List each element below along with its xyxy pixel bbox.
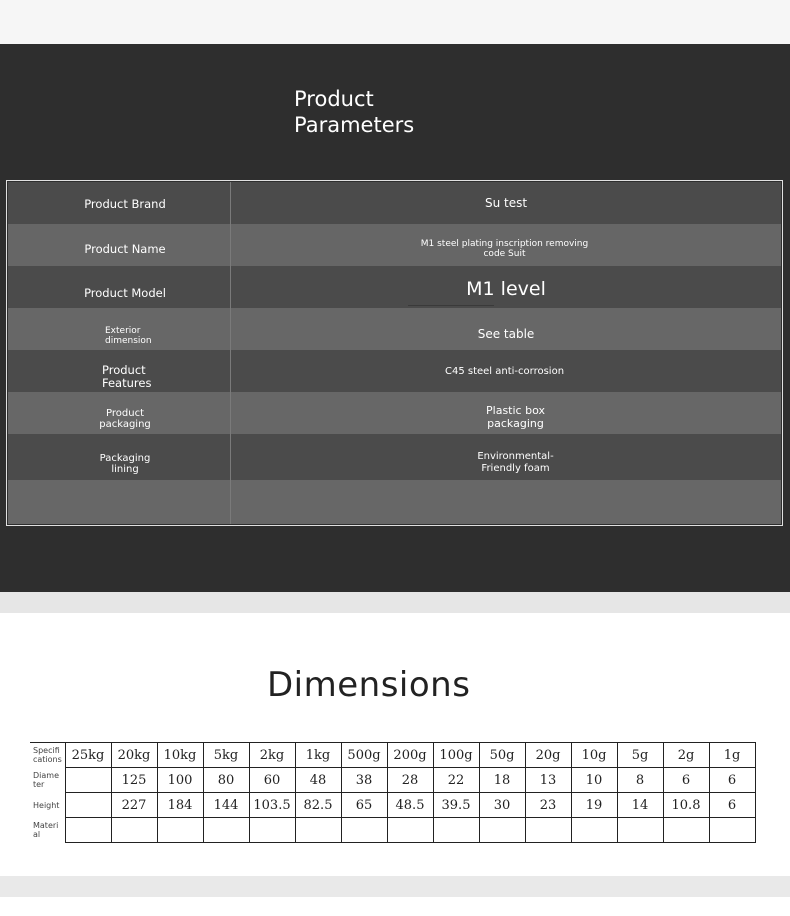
table-cell: 38 <box>341 768 387 793</box>
table-cell: 100 <box>157 768 203 793</box>
param-row-model <box>8 266 781 308</box>
table-cell: 6 <box>709 768 755 793</box>
table-cell: 200g <box>387 743 433 768</box>
param-label: Packaging <box>99 453 151 464</box>
table-cell <box>525 818 571 843</box>
table-cell: 8 <box>617 768 663 793</box>
dimensions-section <box>0 613 790 876</box>
table-cell <box>617 818 663 843</box>
table-cell: 2kg <box>249 743 295 768</box>
row-header-diameter: Diame ter <box>30 768 65 793</box>
bottom-divider <box>0 876 790 897</box>
table-cell: 5kg <box>203 743 249 768</box>
top-strip <box>0 0 790 44</box>
table-cell: 10.8 <box>663 793 709 818</box>
param-row-packaging: Product packaging Plastic box packaging <box>8 392 781 434</box>
param-value: See table <box>477 327 535 341</box>
param-value: M1 level <box>466 278 546 300</box>
table-cell: 23 <box>525 793 571 818</box>
table-cell: 10 <box>571 768 617 793</box>
param-row-lining: Packaging lining Environmental- Friendly foam <box>8 434 781 480</box>
param-value: Plastic box <box>486 404 545 417</box>
table-cell <box>341 818 387 843</box>
table-cell <box>65 768 111 793</box>
table-cell: 184 <box>157 793 203 818</box>
table-cell: 1g <box>709 743 755 768</box>
table-row <box>30 818 755 843</box>
table-cell: 125 <box>111 768 157 793</box>
table-cell <box>157 818 203 843</box>
table-row <box>30 743 755 768</box>
parameters-panel <box>0 44 790 592</box>
table-cell <box>663 818 709 843</box>
param-row-name: Product Name M1 steel plating inscription removing code Suit <box>8 224 781 266</box>
table-cell: 28 <box>387 768 433 793</box>
table-cell: 6 <box>663 768 709 793</box>
param-value: Su test <box>484 196 528 210</box>
table-cell: 10g <box>571 743 617 768</box>
table-cell: 6 <box>709 793 755 818</box>
table-cell: 144 <box>203 793 249 818</box>
table-cell: 39.5 <box>433 793 479 818</box>
row-header-height: Height <box>30 793 65 818</box>
table-cell: 82.5 <box>295 793 341 818</box>
table-cell <box>203 818 249 843</box>
table-row <box>30 768 755 793</box>
table-cell: 48 <box>295 768 341 793</box>
table-cell <box>571 818 617 843</box>
section-divider <box>0 592 790 613</box>
parameters-table <box>6 180 783 526</box>
table-cell <box>479 818 525 843</box>
param-row-empty <box>8 480 781 524</box>
table-cell: 18 <box>479 768 525 793</box>
table-cell: 30 <box>479 793 525 818</box>
table-cell: 227 <box>111 793 157 818</box>
param-label: Exterior <box>105 326 141 336</box>
table-cell <box>65 793 111 818</box>
param-label: Product <box>102 363 146 377</box>
param-label: Product Name <box>84 242 166 256</box>
table-cell <box>249 818 295 843</box>
table-cell <box>111 818 157 843</box>
param-row-dimension: Exterior dimension See table <box>8 308 781 350</box>
table-cell: 13 <box>525 768 571 793</box>
param-value: Environmental- <box>477 451 554 462</box>
table-row <box>30 793 755 818</box>
table-cell: 25kg <box>65 743 111 768</box>
table-cell: 65 <box>341 793 387 818</box>
table-cell: 19 <box>571 793 617 818</box>
bottom-margin <box>0 897 790 916</box>
table-cell <box>295 818 341 843</box>
table-cell <box>65 818 111 843</box>
param-label: Product Brand <box>84 197 166 211</box>
table-cell: 48.5 <box>387 793 433 818</box>
table-cell: 20kg <box>111 743 157 768</box>
table-cell <box>387 818 433 843</box>
table-cell: 5g <box>617 743 663 768</box>
table-cell: 500g <box>341 743 387 768</box>
table-cell: 60 <box>249 768 295 793</box>
table-cell: 14 <box>617 793 663 818</box>
param-row-brand <box>8 182 781 224</box>
table-cell: 2g <box>663 743 709 768</box>
row-header-material: Materi al <box>30 818 65 843</box>
table-cell: 20g <box>525 743 571 768</box>
table-cell <box>709 818 755 843</box>
table-cell: 80 <box>203 768 249 793</box>
param-row-features: Product Features C45 steel anti-corrosion <box>8 350 781 392</box>
dimensions-title: Dimensions <box>267 665 471 705</box>
table-cell: 22 <box>433 768 479 793</box>
param-value: M1 steel plating inscription removing <box>420 239 589 249</box>
table-cell: 103.5 <box>249 793 295 818</box>
param-label: Product <box>106 408 144 419</box>
table-cell: 50g <box>479 743 525 768</box>
dimensions-table <box>30 742 756 843</box>
table-cell <box>433 818 479 843</box>
param-label: Product Model <box>84 286 166 300</box>
parameters-title: Product Parameters <box>294 87 415 137</box>
table-cell: 10kg <box>157 743 203 768</box>
param-value: C45 steel anti-corrosion <box>444 366 565 377</box>
table-cell: 1kg <box>295 743 341 768</box>
table-cell: 100g <box>433 743 479 768</box>
row-header-specifications: Specifi cations <box>30 743 65 768</box>
